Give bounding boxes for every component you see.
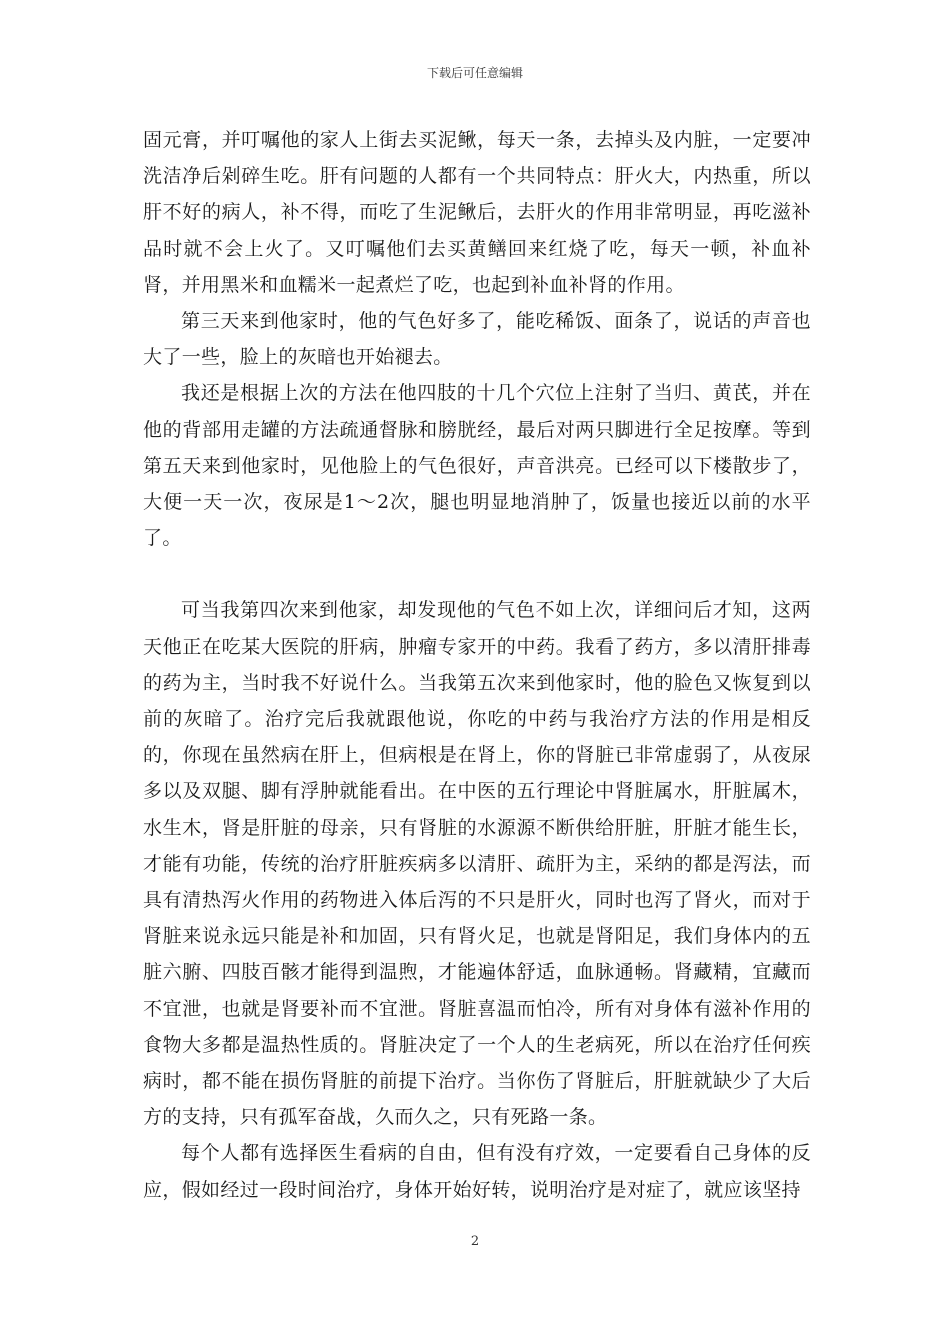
- paragraph: 我还是根据上次的方法在他四肢的十几个穴位上注射了当归、黄芪，并在他的背部用走罐的方法疏通督脉和膀胱经，最后对两只脚进行全足按摩。等到第五天来到他家时，见他脸上的气色很好，声音洪亮。已经可以下楼散步了，大便一天一次，夜尿是1～2次，腿也明显地消肿了，饭量也接近以前的水平了。: [143, 382, 811, 550]
- document-body: [143, 122, 811, 1208]
- paragraph: 第三天来到他家时，他的气色好多了，能吃稀饭、面条了，说话的声音也大了一些，脸上的灰暗也开始褪去。: [143, 310, 811, 369]
- paragraph-spacer: [143, 556, 811, 592]
- paragraph-continued: 固元膏，并叮嘱他的家人上街去买泥鳅，每天一条，去掉头及内脏，一定要冲洗洁净后剁碎生吃。肝有问题的人都有一个共同特点：肝火大，内热重，所以肝不好的病人，补不得，而吃了生泥鳅后，去肝火的作用非常明显，再吃滋补品时就不会上火了。又叮嘱他们去买黄鳝回来红烧了吃，每天一顿，补血补肾，并用黑米和血糯米一起煮烂了吃，也起到补血补肾的作用。: [143, 129, 811, 296]
- paragraph: 可当我第四次来到他家，却发现他的气色不如上次，详细问后才知，这两天他正在吃某大医院的肝病，肿瘤专家开的中药。我看了药方，多以清肝排毒的药为主，当时我不好说什么。当我第五次来到他家时，他的脸色又恢复到以前的灰暗了。治疗完后我就跟他说，你吃的中药与我治疗方法的作用是相反的，你现在虽然病在肝上，但病根是在肾上，你的肾脏已非常虚弱了，从夜尿多以及双腿、脚有浮肿就能看出。在中医的五行理论中肾脏属水，肝脏属木，水生木，肾是肝脏的母亲，只有肾脏的水源源不断供给肝脏，肝脏才能生长，才能有功能，传统的治疗肝脏疾病多以清肝、疏肝为主，采纳的都是泻法，而具有清热泻火作用的药物进入体后泻的不只是肝火，同时也泻了肾火，而对于肾脏来说永远只能是补和加固，只有肾火足，也就是肾阳足，我们身体内的五脏六腑、四肢百骸才能得到温煦，才能遍体舒适，血脉通畅。肾藏精，宜藏而不宜泄，也就是肾要补而不宜泄。肾脏喜温而怕冷，所有对身体有滋补作用的食物大多都是温热性质的。肾脏决定了一个人的生老病死，所以在治疗任何疾病时，都不能在损伤肾脏的前提下治疗。当你伤了肾脏后，肝脏就缺少了大后方的支持，只有孤军奋战，久而久之，只有死路一条。: [143, 599, 811, 1129]
- paragraph: 每个人都有选择医生看病的自由，但有没有疗效，一定要看自己身体的反应，假如经过一段时间治疗，身体开始好转，说明治疗是对症了，就应该坚持: [143, 1142, 811, 1201]
- page-number: 2: [470, 1234, 480, 1249]
- page-header: 下载后可任意编辑: [426, 66, 523, 80]
